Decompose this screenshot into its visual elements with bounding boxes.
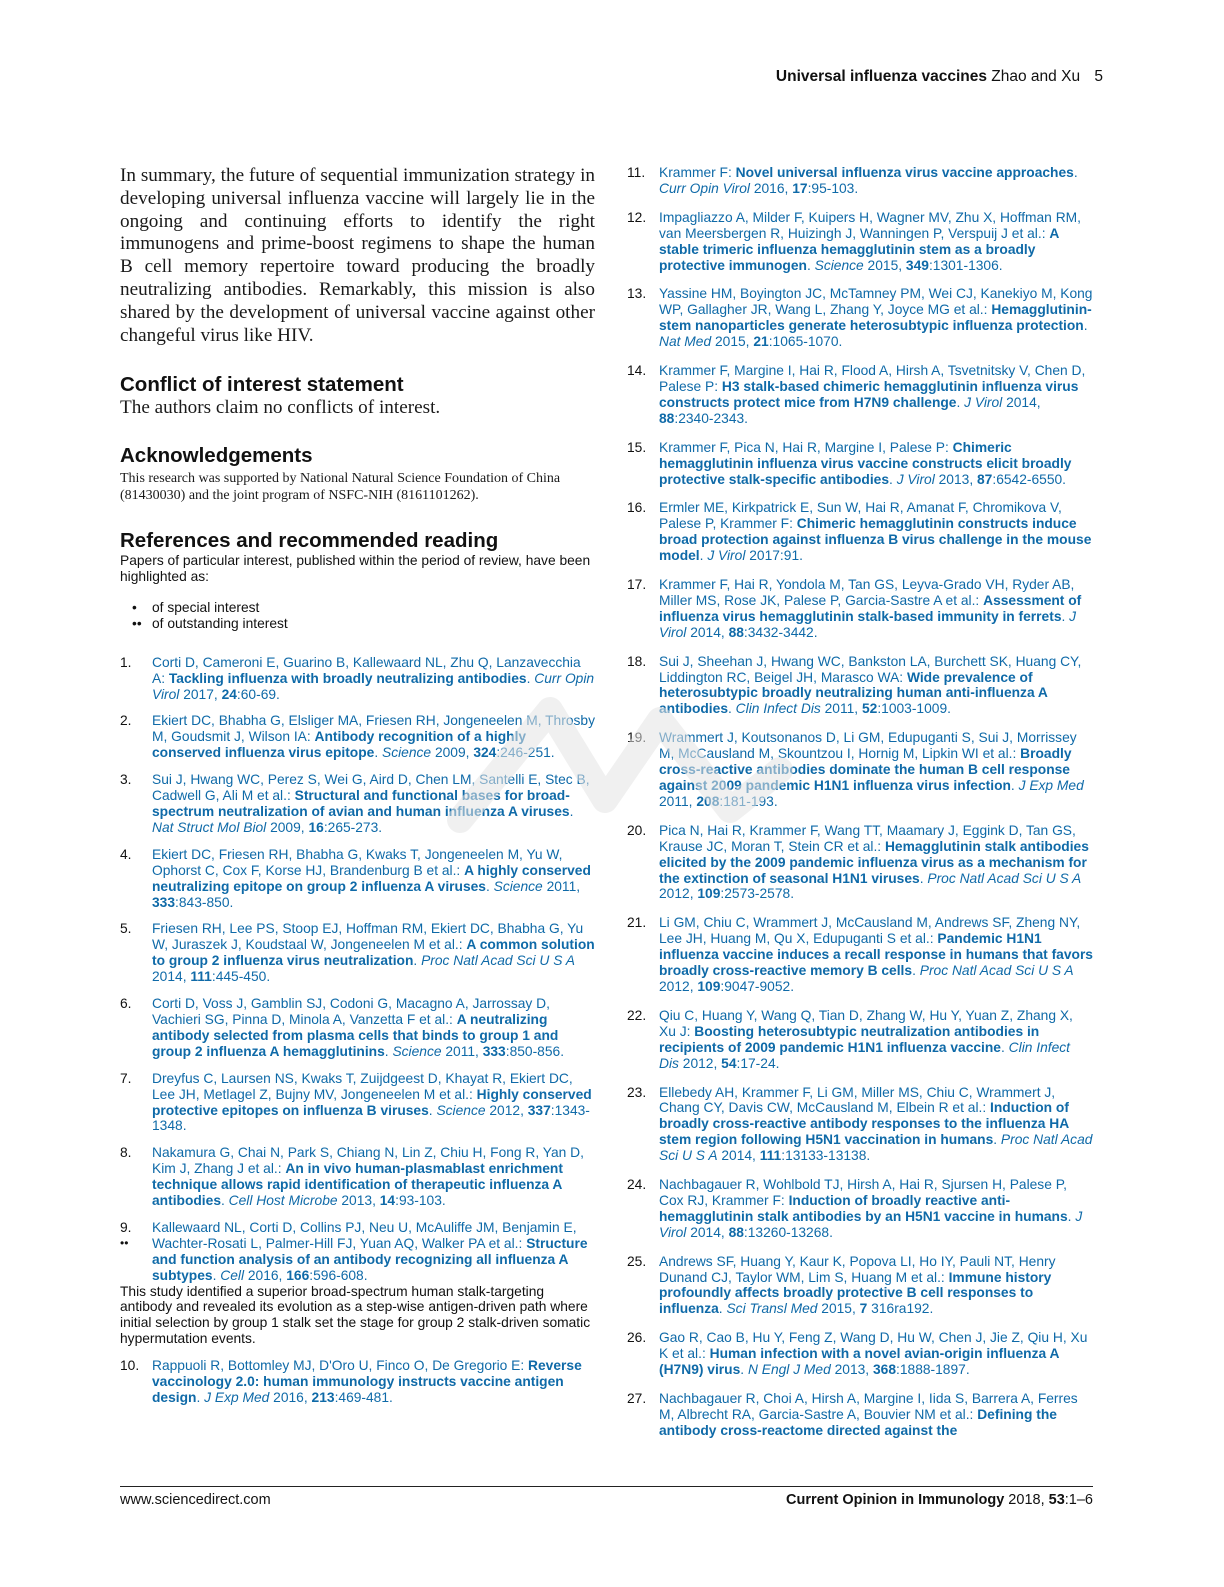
reference-pages[interactable]: :1888-1897. — [896, 1362, 970, 1378]
reference-year[interactable]: 2016, — [244, 1267, 287, 1283]
reference-journal[interactable]: Science — [392, 1043, 442, 1059]
reference-separator: . — [428, 1102, 437, 1118]
reference-number: 25. — [627, 1253, 647, 1269]
reference-authors[interactable]: Andrews SF, Huang Y, Kaur K, Popova LI, Ho IY, Pauli NT, Henry Dunand CJ, Taylor WM, Lim S, Huang M et al.: — [659, 1253, 1056, 1285]
reference-journal[interactable]: Science — [814, 257, 864, 273]
reference-journal[interactable]: Cell Host Microbe — [228, 1193, 338, 1209]
reference-number: 27. — [627, 1391, 647, 1406]
reference-year[interactable]: 2013, — [830, 1362, 873, 1378]
reference-volume[interactable]: 88 — [728, 1224, 744, 1240]
reference-year[interactable]: 2011, — [441, 1043, 483, 1059]
reference-year[interactable]: 2017, — [179, 686, 222, 702]
legend-special: • of special interest — [132, 600, 260, 616]
reference-title[interactable]: Tackling influenza with broadly neutralizing antibodies — [168, 670, 527, 686]
reference-separator: . — [718, 1301, 727, 1317]
reference-separator: . — [889, 471, 897, 487]
reference-number: 16. — [627, 500, 647, 516]
reference-item — [627, 577, 1093, 641]
reference-journal[interactable]: Cell — [220, 1267, 245, 1283]
reference-volume[interactable]: 109 — [697, 886, 721, 902]
reference-title[interactable]: Highly conserved protective epitopes on influenza B viruses — [152, 1086, 592, 1118]
reference-number: 21. — [627, 915, 647, 931]
reference-title[interactable]: A stable trimeric influenza hemagglutinin stem as a broadly protective immunogen — [659, 225, 1059, 273]
reference-number: 14. — [627, 363, 647, 379]
reference-volume[interactable]: 87 — [977, 471, 993, 487]
reference-volume[interactable]: 17 — [792, 180, 808, 196]
header-title: Universal influenza vaccines — [775, 68, 987, 85]
reference-number: 22. — [627, 1007, 647, 1023]
reference-number: 5. — [120, 921, 132, 937]
reference-separator: . — [806, 257, 815, 273]
reference-volume[interactable]: 111 — [190, 969, 212, 985]
reference-number: 17. — [627, 577, 647, 593]
reference-journal[interactable]: J Exp Med — [1018, 778, 1084, 793]
reference-number: 3. — [120, 772, 132, 788]
legend-outstanding: •• of outstanding interest — [132, 616, 288, 632]
reference-volume[interactable]: 111 — [759, 1148, 782, 1164]
reference-journal[interactable]: Proc Natl Acad Sci U S A — [659, 1132, 1093, 1164]
references-heading: References and recommended reading — [120, 529, 499, 553]
reference-title[interactable]: Human infection with a novel avian-origin influenza A (H7N9) virus — [659, 1346, 1059, 1378]
reference-pages[interactable]: :3432-3442. — [743, 624, 818, 640]
reference-title[interactable]: Hemagglutinin stalk antibodies elicited by the 2009 pandemic influenza virus as a mechanism for the extinction of seasonal H1N1 viruses — [659, 838, 1089, 886]
reference-authors[interactable]: Rappuoli R, Bottomley MJ, D'Oro U, Finco O, De Gregorio E: — [152, 1358, 529, 1374]
reference-number: 6. — [120, 996, 132, 1012]
reference-authors[interactable]: Ekiert DC, Friesen RH, Bhabha G, Kwaks T, Jongeneelen M, Yu W, Ophorst C, Cox F, Korse HJ, Brandenburg B et al.: — [152, 846, 563, 878]
conflict-heading: Conflict of interest statement — [120, 373, 404, 397]
reference-pages[interactable]: :93-103. — [395, 1193, 446, 1209]
reference-item — [120, 996, 595, 1060]
reference-title[interactable]: Wide prevalence of heterosubtypic broadly neutralizing human anti-influenza A antibodies — [659, 669, 1048, 717]
reference-journal[interactable]: N Engl J Med — [747, 1362, 831, 1378]
reference-separator: . — [1067, 1208, 1076, 1224]
reference-authors[interactable]: Krammer F, Margine I, Hai R, Flood A, Hirsh A, Tsvetnitsky V, Chen D, Palese P: — [659, 363, 1086, 394]
footer-rule — [120, 1486, 1093, 1487]
reference-pages[interactable]: :13260-13268. — [743, 1224, 833, 1240]
reference-number: 18. — [627, 653, 647, 669]
reference-pages[interactable]: :265-273. — [323, 819, 383, 835]
reference-item — [120, 1358, 595, 1406]
reference-journal[interactable]: Curr Opin Virol — [659, 180, 750, 196]
footer-citation: Current Opinion in Immunology 2018, 53:1–6 — [785, 1492, 1093, 1508]
reference-year[interactable]: 2013, — [337, 1193, 380, 1209]
reference-number: 23. — [627, 1084, 647, 1100]
reference-item — [627, 654, 1093, 718]
reference-title[interactable]: Novel universal influenza virus vaccine approaches — [735, 165, 1074, 180]
reference-year[interactable]: 2017:91. — [745, 548, 803, 564]
reference-number: 4. — [120, 846, 132, 862]
reference-title[interactable]: Induction of broadly reactive anti-hemagglutinin stalk antibodies by an H5N1 vaccine in humans — [659, 1192, 1068, 1224]
reference-volume[interactable]: 109 — [697, 978, 721, 994]
reference-number: 8. — [120, 1145, 132, 1161]
reference-volume[interactable]: 333 — [152, 894, 176, 910]
reference-title[interactable]: H3 stalk-based chimeric hemagglutinin influenza virus constructs protect mice from H7N9 challenge — [659, 378, 1079, 410]
reference-authors[interactable]: Dreyfus C, Laursen NS, Kwaks T, Zuijdgeest D, Khayat R, Ekiert DC, Lee JH, Metlagel Z, Bujny MV, Jongeneelen M et al.: — [152, 1070, 573, 1102]
reference-item — [120, 1071, 595, 1135]
reference-title[interactable]: Antibody recognition of a highly conserved influenza virus epitope — [152, 729, 527, 761]
reference-year[interactable]: 2012, — [485, 1102, 528, 1118]
reference-separator: . — [1010, 778, 1019, 793]
reference-year[interactable]: 2011, — [820, 701, 862, 717]
reference-separator: . — [912, 963, 920, 979]
reference-year[interactable]: 2014, — [686, 624, 729, 640]
reference-list-right — [627, 165, 1093, 1439]
reference-volume[interactable]: 54 — [721, 1055, 737, 1071]
reference-journal[interactable]: Nat Med — [659, 334, 712, 350]
reference-item — [627, 823, 1093, 903]
reference-separator: . — [699, 548, 708, 564]
reference-volume[interactable]: 349 — [905, 257, 929, 273]
reference-journal[interactable]: Nat Struct Mol Biol — [152, 819, 267, 835]
reference-pages[interactable]: :469-481. — [334, 1390, 393, 1406]
reference-authors[interactable]: Corti D, Cameroni E, Guarino B, Kallewaard NL, Zhu Q, Lanzavecchia A: — [152, 654, 581, 686]
reference-pages[interactable]: :445-450. — [211, 969, 271, 985]
reference-journal[interactable]: Science — [493, 878, 543, 894]
reference-item — [627, 1330, 1093, 1378]
reference-volume[interactable]: 24 — [221, 686, 237, 702]
reference-number: 2. — [120, 713, 132, 729]
reference-year[interactable]: 2009, — [266, 819, 309, 835]
reference-separator: . — [919, 870, 928, 886]
page-number: 5 — [1094, 68, 1103, 85]
reference-number: 20. — [627, 822, 647, 838]
reference-item — [627, 500, 1093, 564]
reference-item — [120, 1145, 595, 1209]
reference-separator: . — [1083, 318, 1088, 334]
reference-year[interactable]: 2014, — [686, 1224, 729, 1240]
reference-separator: . — [1061, 608, 1070, 624]
reference-title[interactable]: Assessment of influenza virus hemagglutinin stalk-based immunity in ferrets — [659, 592, 1082, 624]
reference-pages[interactable]: :95-103. — [807, 180, 859, 196]
reference-item — [627, 915, 1093, 995]
reference-pages[interactable]: :13133-13138. — [781, 1148, 871, 1164]
reference-title[interactable]: Pandemic H1N1 influenza vaccine induces a recall response in humans that favors broadly cross-reactive memory B cells — [659, 931, 1093, 979]
reference-authors[interactable]: Yassine HM, Boyington JC, McTamney PM, Wei CJ, Kanekiyo M, Kong WP, Gallagher JR, Wang L, Zhang Y, Joyce MG et al.: — [659, 286, 1093, 318]
reference-number: 7. — [120, 1070, 132, 1086]
reference-year[interactable]: 2012, — [659, 886, 698, 902]
reference-separator: . — [956, 394, 965, 410]
reference-title[interactable]: Reverse vaccinology 2.0: human immunology instructs vaccine antigen design — [152, 1358, 582, 1406]
reference-journal[interactable]: Clin Infect Dis — [735, 701, 821, 717]
reference-journal[interactable]: J Virol — [659, 1208, 1083, 1240]
reference-item — [120, 772, 595, 836]
reference-item — [120, 655, 595, 703]
reference-title[interactable]: Chimeric hemagglutinin constructs induce broad protection against influenza B virus challenge in the mouse model — [659, 516, 1092, 564]
reference-authors[interactable]: Gao R, Cao B, Hu Y, Feng Z, Wang D, Hu W, Chen J, Jie Z, Qiu H, Xu K et al.: — [659, 1330, 1088, 1362]
reference-authors[interactable]: Sui J, Hwang WC, Perez S, Wei G, Aird D, Chen LM, Santelli E, Stec B, Cadwell G, Ali M et al.: — [152, 772, 590, 804]
reference-item — [627, 165, 1093, 197]
reference-pages[interactable]: :1065-1070. — [768, 334, 843, 350]
reference-pages[interactable]: :9047-9052. — [720, 978, 795, 994]
reference-number: 10. — [120, 1358, 140, 1374]
reference-item — [120, 713, 595, 761]
reference-authors[interactable]: Nachbagauer R, Wohlbold TJ, Hirsh A, Hai R, Sjursen H, Palese P, Cox RJ, Krammer F: — [659, 1177, 1067, 1208]
reference-separator: . — [1001, 1039, 1009, 1055]
reference-number: 11. — [627, 165, 646, 180]
reference-separator: . — [212, 1267, 221, 1283]
reference-title[interactable]: A highly conserved neutralizing epitope on group 2 influenza A viruses — [152, 862, 591, 894]
reference-item — [627, 730, 1093, 810]
reference-number: 13. — [627, 286, 647, 302]
reference-authors[interactable]: Qiu C, Huang Y, Wang Q, Tian D, Zhang W, Hu Y, Yuan Z, Zhang X, Xu J: — [659, 1007, 1073, 1039]
reference-year[interactable]: 2009, — [431, 745, 474, 761]
reference-item — [627, 1391, 1093, 1439]
reference-separator: . — [1073, 165, 1078, 180]
reference-authors[interactable]: Kallewaard NL, Corti D, Collins PJ, Neu U, McAuliffe JM, Benjamin E, Wachter-Rosati L, Palmer-Hill FJ, Yuan AQ, Walker PA et al.: — [152, 1219, 577, 1251]
reference-journal[interactable]: Science — [436, 1102, 486, 1118]
reference-item — [627, 440, 1093, 488]
reference-item — [627, 363, 1093, 427]
reference-pages[interactable]: :181-193. — [719, 793, 778, 809]
left-column — [120, 165, 595, 1406]
reference-volume[interactable]: 16 — [308, 819, 324, 835]
reference-year[interactable]: 2011, — [542, 878, 581, 894]
reference-authors[interactable]: Friesen RH, Lee PS, Stoop EJ, Hoffman RM, Ekiert DC, Bhabha G, Yu W, Juraszek J, Koudstaal W, Jongeneelen M et al.: — [152, 921, 584, 953]
reference-separator: . — [413, 953, 422, 969]
summary-paragraph: In summary, the future of sequential immunization strategy in developing universal influenza vaccine will largely lie in the ongoing and continuing efforts to identify the right immunogens and prime-boost regimens to shape the human B cell memory repertoire toward producing the broadly neutralizing antibodies. Remarkably, this mission is also shared by the development of universal vaccine against other changeful virus like HIV. — [120, 165, 595, 346]
reference-item — [627, 1085, 1093, 1165]
reference-volume[interactable]: 7 — [859, 1301, 868, 1317]
reference-pages[interactable]: :596-608. — [309, 1267, 368, 1283]
reference-year[interactable]: 2016, — [269, 1390, 312, 1406]
reference-title[interactable]: A neutralizing antibody selected from plasma cells that binds to group 1 and group 2 influenza A hemagglutinins — [152, 1011, 559, 1059]
reference-journal[interactable]: Curr Opin Virol — [152, 670, 595, 702]
reference-year[interactable]: 2015, — [711, 334, 754, 350]
reference-journal[interactable]: Proc Natl Acad Sci U S A — [919, 963, 1074, 979]
reference-pages[interactable]: :843-850. — [175, 894, 234, 910]
reference-year[interactable]: 2016, — [750, 180, 793, 196]
reference-journal[interactable]: Clin Infect Dis — [659, 1039, 1071, 1071]
reference-year[interactable]: 2015, — [817, 1301, 860, 1317]
reference-authors[interactable]: Nachbagauer R, Choi A, Hirsh A, Margine I, Iida S, Barrera A, Ferres M, Albrecht RA, Garcia-Sastre A, Bouvier NM et al.: — [659, 1391, 1078, 1422]
reference-authors[interactable]: Ekiert DC, Bhabha G, Elsliger MA, Friesen RH, Jongeneelen M, Throsby M, Goudsmit J, Wilson IA: — [152, 713, 595, 745]
reference-pages[interactable]: :1301-1306. — [928, 257, 1003, 273]
reference-authors[interactable]: Ermler ME, Kirkpatrick E, Sun W, Hai R, Amanat F, Chromikova V, Palese P, Krammer F: — [659, 500, 1062, 532]
reference-title[interactable]: Structure and function analysis of an antibody recognizing all influenza A subtypes — [152, 1235, 588, 1283]
reference-authors[interactable]: Wrammert J, Koutsonanos D, Li GM, Edupuganti S, Sui J, Morrissey M, McCausland M, Skountzou I, Hornig M, Lipkin WI et al.: — [659, 730, 1077, 762]
reference-number: 15. — [627, 439, 647, 455]
reference-pages[interactable]: :60-69. — [236, 686, 280, 702]
reference-pages[interactable]: :2573-2578. — [720, 886, 795, 902]
reference-item — [627, 1177, 1093, 1241]
reference-separator: . — [740, 1362, 748, 1378]
footer-url: www.sciencedirect.com — [120, 1492, 271, 1508]
reference-pages[interactable]: :850-856. — [505, 1043, 565, 1059]
reference-pages[interactable]: :17-24. — [736, 1055, 780, 1071]
reference-item — [627, 1008, 1093, 1072]
reference-separator: . — [485, 878, 494, 894]
interest-legend — [120, 600, 595, 633]
reference-separator: . — [196, 1390, 205, 1406]
reference-journal[interactable]: Sci Transl Med — [726, 1301, 818, 1317]
reference-volume[interactable]: 324 — [473, 745, 497, 761]
reference-year[interactable]: 2012, — [659, 978, 698, 994]
reference-volume[interactable]: 88 — [728, 624, 744, 640]
reference-volume[interactable]: 14 — [379, 1193, 396, 1209]
outstanding-interest-marker: •• — [120, 1235, 129, 1250]
reference-title[interactable]: Structural and functional bases for broad-spectrum neutralization of avian and human influenza A viruses — [152, 788, 570, 820]
reference-number: 9. — [120, 1219, 132, 1235]
reference-number: 19. — [627, 730, 647, 746]
reference-volume[interactable]: 21 — [753, 334, 769, 350]
reference-authors[interactable]: Krammer F: — [659, 165, 736, 180]
reference-journal[interactable]: Proc Natl Acad Sci U S A — [927, 870, 1082, 886]
reference-pages[interactable]: :2340-2343. — [674, 410, 749, 426]
reference-volume[interactable]: 208 — [696, 793, 720, 809]
reference-authors[interactable]: Sui J, Sheehan J, Hwang WC, Bankston LA, Burchett SK, Huang CY, Liddington RC, Beigel JH, Marasco WA: — [659, 653, 1082, 685]
reference-number: 12. — [627, 209, 647, 225]
reference-number: 26. — [627, 1330, 647, 1346]
reference-item — [627, 210, 1093, 274]
reference-title[interactable]: Hemagglutinin-stem nanoparticles generate heterosubtypic influenza protection — [659, 302, 1092, 334]
reference-pages[interactable]: :246-251. — [496, 745, 555, 761]
reference-year[interactable]: 2013, — [934, 471, 977, 487]
reference-volume[interactable]: 52 — [861, 701, 878, 717]
reference-volume[interactable]: 213 — [311, 1390, 335, 1406]
reference-authors[interactable]: Impagliazzo A, Milder F, Kuipers H, Wagner MV, Zhu X, Hoffman RM, van Meersbergen R, Huizingh J, Wanningen P, Verspuij J et al.: — [659, 209, 1081, 241]
reference-separator: . — [569, 804, 574, 820]
reference-authors[interactable]: Krammer F, Hai R, Yondola M, Tan GS, Leyva-Grado VH, Ryder AB, Miller MS, Rose JK, Palese P, Garcia-Sastre A et al.: — [659, 577, 1075, 608]
reference-separator: . — [728, 701, 736, 717]
reference-separator: . — [221, 1193, 229, 1209]
reference-title[interactable]: Induction of broadly cross-reactive antibody responses to the influenza HA stem region following H5N1 vaccination in humans — [659, 1100, 1069, 1148]
reference-journal[interactable]: J Virol — [707, 548, 746, 564]
reference-volume[interactable]: 88 — [659, 410, 675, 426]
reference-title[interactable]: Broadly cross-reactive antibodies dominate the human B cell response against 2009 pandemic H1N1 influenza virus infection — [659, 746, 1072, 793]
reference-year[interactable]: 2014, — [152, 969, 191, 985]
reference-pages[interactable]: 316ra192. — [867, 1301, 934, 1317]
reference-title[interactable]: Immune history profoundly affects broadly protective B cell responses to influenza — [659, 1269, 1052, 1317]
reference-year[interactable]: 2014, — [717, 1148, 760, 1164]
reference-authors[interactable]: Pica N, Hai R, Krammer F, Wang TT, Maamary J, Eggink D, Tan GS, Krause JC, Moran T, Stein CR et al.: — [659, 822, 1076, 854]
reference-title[interactable]: An in vivo human-plasmablast enrichment technique allows rapid identification of therapeutic influenza A antibodies — [152, 1161, 563, 1209]
reference-pages[interactable]: :1343-1348. — [152, 1102, 590, 1134]
acknowledgements-text: This research was supported by National Natural Science Foundation of China (81430030) and the joint program of NSFC-NIH (8161101262). — [120, 471, 561, 504]
right-column — [627, 165, 1093, 1439]
reference-number: 24. — [627, 1177, 647, 1193]
running-header — [776, 68, 1103, 86]
reference-journal[interactable]: Science — [382, 745, 432, 761]
reference-journal[interactable]: J Exp Med — [204, 1390, 270, 1406]
reference-authors[interactable]: Krammer F, Pica N, Hai R, Margine I, Palese P: — [659, 439, 953, 455]
reference-title[interactable]: Boosting heterosubtypic neutralization antibodies in recipients of 2009 pandemic H1N1 influenza vaccine — [659, 1023, 1040, 1055]
reference-authors[interactable]: Li GM, Chiu C, Wrammert J, McCausland M, Andrews SF, Zheng NY, Lee JH, Huang M, Qu X, Edupuganti S et al.: — [659, 915, 1081, 947]
reference-separator: . — [384, 1043, 393, 1059]
reference-item — [120, 921, 595, 985]
reference-volume[interactable]: 166 — [286, 1267, 310, 1283]
reference-pages[interactable]: :1003-1009. — [877, 701, 951, 717]
conflict-text: The authors claim no conflicts of interest. — [120, 397, 441, 419]
reference-title[interactable]: A common solution to group 2 influenza virus neutralization — [152, 937, 595, 969]
reference-authors[interactable]: Nakamura G, Chai N, Park S, Chiang N, Lin Z, Chiu H, Fong R, Yan D, Kim J, Zhang J et al.: — [152, 1145, 584, 1177]
reference-year[interactable]: 2011, — [659, 793, 697, 809]
reference-year[interactable]: 2014, — [1002, 394, 1041, 410]
reference-volume[interactable]: 337 — [527, 1102, 551, 1118]
reference-number: 1. — [120, 654, 132, 670]
reference-annotation: This study identified a superior broad-spectrum human stalk-targeting antibody and revealed its evolution as a step-wise antigen-driven path where initial selection by group 1 stalk set the stage for group 2 stalk-driven somatic hypermutation events. — [120, 1283, 591, 1347]
reference-item — [627, 286, 1093, 350]
reference-volume[interactable]: 333 — [482, 1043, 506, 1059]
reference-item — [120, 1220, 595, 1284]
reference-separator: . — [526, 670, 535, 686]
reference-journal[interactable]: J Virol — [659, 608, 1077, 640]
reference-pages[interactable]: :6542-6550. — [992, 471, 1067, 487]
reference-authors[interactable]: Corti D, Voss J, Gamblin SJ, Codoni G, Macagno A, Jarrossay D, Vachieri SG, Pinna D, Minola A, Vanzetta F et al.: — [152, 996, 550, 1027]
reference-item — [627, 1254, 1093, 1318]
reference-title[interactable]: Chimeric hemagglutinin influenza virus vaccine constructs elicit broadly protective stalk-specific antibodies — [659, 439, 1072, 487]
reference-item — [120, 847, 595, 911]
references-intro: Papers of particular interest, published within the period of review, have been highlighted as: — [120, 553, 591, 585]
reference-authors[interactable]: Ellebedy AH, Krammer F, Li GM, Miller MS, Chiu C, Wrammert J, Chang CY, Davis CW, McCausland M, Elbein R et al.: — [659, 1084, 1056, 1116]
acknowledgements-heading: Acknowledgements — [120, 444, 313, 468]
reference-journal[interactable]: Proc Natl Acad Sci U S A — [421, 953, 575, 969]
header-authors: Zhao and Xu — [991, 68, 1081, 85]
reference-year[interactable]: 2012, — [678, 1055, 722, 1071]
reference-separator: . — [374, 745, 383, 761]
reference-list-left — [120, 655, 595, 1406]
reference-journal[interactable]: J Virol — [896, 471, 935, 487]
reference-separator: . — [993, 1132, 1001, 1148]
reference-title[interactable]: Defining the antibody cross-reactome directed against the — [659, 1406, 1057, 1438]
reference-year[interactable]: 2015, — [863, 257, 906, 273]
reference-volume[interactable]: 368 — [872, 1362, 897, 1378]
reference-journal[interactable]: J Virol — [964, 394, 1003, 410]
